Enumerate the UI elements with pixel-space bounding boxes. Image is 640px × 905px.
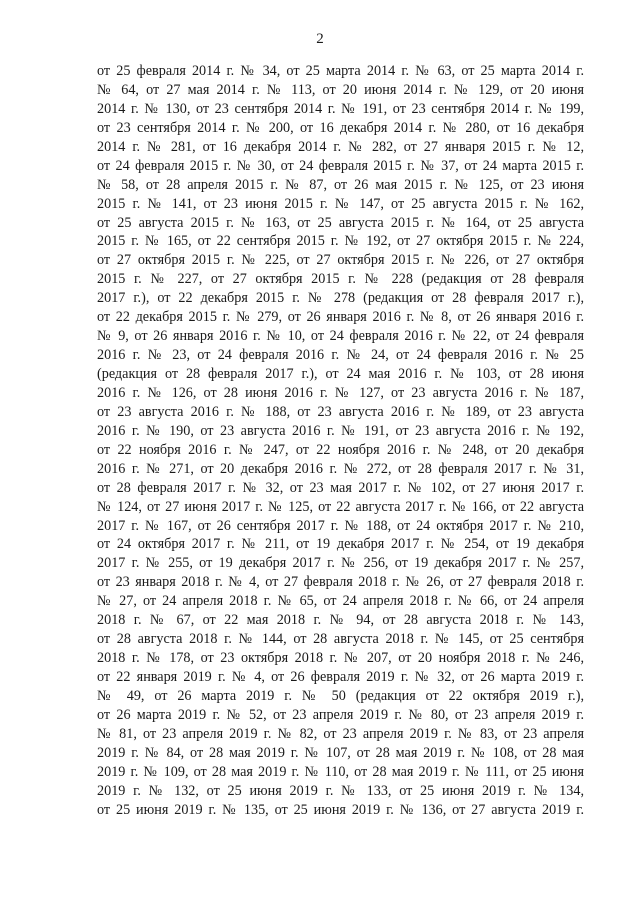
text-line: 2015 г. № 227, от 27 октября 2015 г. № 228 (редакция от 28 февраля	[97, 271, 584, 288]
text-line: от 26 марта 2019 г. № 52, от 23 апреля 2019 г. № 80, от 23 апреля 2019 г.	[97, 706, 584, 723]
text-line: № 81, от 23 апреля 2019 г. № 82, от 23 апреля 2019 г. № 83, от 23 апреля	[97, 725, 584, 742]
text-line: от 25 августа 2015 г. № 163, от 25 августа 2015 г. № 164, от 25 августа	[97, 214, 584, 231]
text-line: № 124, от 27 июня 2017 г. № 125, от 22 августа 2017 г. № 166, от 22 августа	[97, 498, 584, 515]
text-line: 2018 г. № 178, от 23 октября 2018 г. № 207, от 20 ноября 2018 г. № 246,	[97, 650, 584, 667]
text-line: 2014 г. № 130, от 23 сентября 2014 г. № 191, от 23 сентября 2014 г. № 199,	[97, 100, 584, 117]
text-line: 2019 г. № 109, от 28 мая 2019 г. № 110, от 28 мая 2019 г. № 111, от 25 июня	[97, 763, 584, 780]
text-line: от 22 декабря 2015 г. № 279, от 26 января 2016 г. № 8, от 26 января 2016 г.	[97, 309, 584, 326]
text-line: 2019 г. № 84, от 28 мая 2019 г. № 107, от 28 мая 2019 г. № 108, от 28 мая	[97, 744, 584, 761]
text-line: от 23 января 2018 г. № 4, от 27 февраля 2018 г. № 26, от 27 февраля 2018 г.	[97, 574, 584, 591]
text-line: 2016 г. № 190, от 23 августа 2016 г. № 191, от 23 августа 2016 г. № 192,	[97, 422, 584, 439]
text-line: № 49, от 26 марта 2019 г. № 50 (редакция от 22 октября 2019 г.),	[97, 687, 584, 704]
text-line: (редакция от 28 февраля 2017 г.), от 24 мая 2016 г. № 103, от 28 июня	[97, 366, 584, 382]
page-number: 2	[316, 31, 324, 47]
text-line: от 22 ноября 2016 г. № 247, от 22 ноября 2016 г. № 248, от 20 декабря	[97, 441, 584, 458]
text-line: № 27, от 24 апреля 2018 г. № 65, от 24 апреля 2018 г. № 66, от 24 апреля	[97, 593, 584, 610]
body-text	[97, 62, 584, 820]
text-line: № 9, от 26 января 2016 г. № 10, от 24 февраля 2016 г. № 22, от 24 февраля	[97, 328, 584, 345]
text-line: № 64, от 27 мая 2014 г. № 113, от 20 июня 2014 г. № 129, от 20 июня	[97, 81, 584, 98]
text-line: 2016 г. № 126, от 28 июня 2016 г. № 127, от 23 августа 2016 г. № 187,	[97, 384, 584, 401]
text-line: 2017 г. № 255, от 19 декабря 2017 г. № 256, от 19 декабря 2017 г. № 257,	[97, 555, 584, 572]
text-line: от 25 июня 2019 г. № 135, от 25 июня 2019 г. № 136, от 27 августа 2019 г.	[97, 801, 584, 818]
text-line: № 58, от 28 апреля 2015 г. № 87, от 26 мая 2015 г. № 125, от 23 июня	[97, 176, 584, 193]
text-line: 2015 г. № 141, от 23 июня 2015 г. № 147, от 25 августа 2015 г. № 162,	[97, 195, 584, 212]
text-line: от 25 февраля 2014 г. № 34, от 25 марта 2014 г. № 63, от 25 марта 2014 г.	[97, 63, 584, 79]
text-line: от 22 января 2019 г. № 4, от 26 февраля 2019 г. № 32, от 26 марта 2019 г.	[97, 669, 584, 685]
text-line: от 23 августа 2016 г. № 188, от 23 августа 2016 г. № 189, от 23 августа	[97, 403, 584, 420]
text-line: от 27 октября 2015 г. № 225, от 27 октября 2015 г. № 226, от 27 октября	[97, 252, 584, 269]
text-line: 2016 г. № 23, от 24 февраля 2016 г. № 24, от 24 февраля 2016 г. № 25	[97, 347, 584, 364]
text-line: 2018 г. № 67, от 22 мая 2018 г. № 94, от 28 августа 2018 г. № 143,	[97, 612, 584, 629]
text-line: 2017 г. № 167, от 26 сентября 2017 г. № 188, от 24 октября 2017 г. № 210,	[97, 517, 584, 534]
text-line: 2014 г. № 281, от 16 декабря 2014 г. № 282, от 27 января 2015 г. № 12,	[97, 138, 584, 155]
text-line: от 24 февраля 2015 г. № 30, от 24 февраля 2015 г. № 37, от 24 марта 2015 г.	[97, 157, 584, 174]
text-line: 2017 г.), от 22 декабря 2015 г. № 278 (редакция от 28 февраля 2017 г.),	[97, 290, 584, 307]
text-line: 2016 г. № 271, от 20 декабря 2016 г. № 272, от 28 февраля 2017 г. № 31,	[97, 460, 584, 477]
text-line: 2015 г. № 165, от 22 сентября 2015 г. № 192, от 27 октября 2015 г. № 224,	[97, 233, 584, 250]
text-line: от 24 октября 2017 г. № 211, от 19 декабря 2017 г. № 254, от 19 декабря	[97, 536, 584, 553]
text-line: от 28 августа 2018 г. № 144, от 28 августа 2018 г. № 145, от 25 сентября	[97, 631, 584, 648]
text-line: 2019 г. № 132, от 25 июня 2019 г. № 133, от 25 июня 2019 г. № 134,	[97, 782, 584, 799]
text-line: от 23 сентября 2014 г. № 200, от 16 декабря 2014 г. № 280, от 16 декабря	[97, 119, 584, 136]
text-line: от 28 февраля 2017 г. № 32, от 23 мая 2017 г. № 102, от 27 июня 2017 г.	[97, 479, 584, 496]
